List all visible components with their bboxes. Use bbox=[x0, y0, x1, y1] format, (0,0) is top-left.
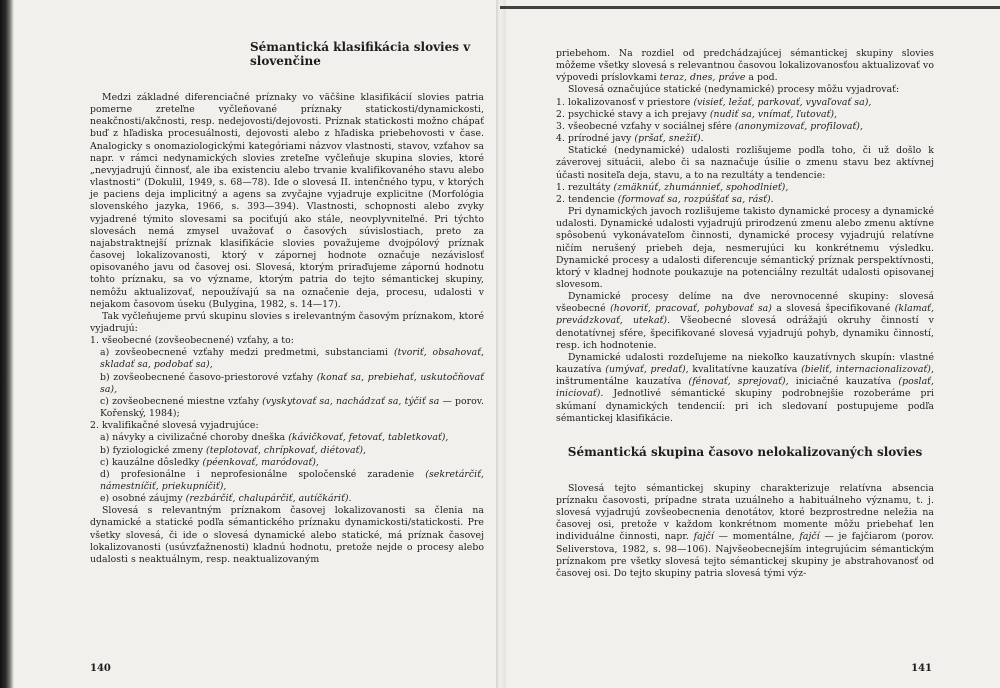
paragraph: Tak vyčleňujeme prvú skupinu slovies s irelevantným časovým príznakom, ktoré vyjadrujú: bbox=[90, 310, 484, 334]
right-body-text-2 bbox=[556, 483, 934, 580]
list-item: b) fyziologické zmeny (teplotovať, chrípkovať, diétovať), bbox=[100, 444, 367, 456]
list-item: b) zovšeobecnené časovo-priestorové vzťahy (konať sa, prebiehať, uskutočňovať sa), bbox=[100, 371, 484, 395]
paragraph: Medzi základné diferenciačné príznaky vo väčšine klasifikácií slovies patria pomerne zreteľne vyčleňované príznaky statickosti/dynamickosti, neakčnosti/akčnosti, resp. nedejovosti/dejovosti. Príznak statickosti možno chápať buď z hľadiska procesuálnosti, dejovosti alebo z hľadiska priebehovosti v čase. Analogicky s onomaziologickými kategóriami názvov vlastnosti, stavov, vzťahov sa napr. v rámci nedynamických slovies zreteľne vyčleňuje skupina slovies, ktoré „nevyjadrujú činnosť, ale iba existenciu alebo trvanie kvalifikovaného stavu alebo vlastnosti“ (Dokulil, 1949, s. 68—78). Ide o slovesá II. intenčného typu, v ktorých je paciens deja implicitný a agens sa zvyčajne vyjadruje explicitne (Morfológia slovenského jazyka, 1966, s. 393—394). Vlastnosti, schopnosti alebo zvyky vyjadrené týmito slovesami sa pociťujú ako stále, neovplyvniteľné. Pri týchto slovesách nemá zmysel uvažovať o časových súvislostiach, preto za najabstraktnejší príznak klasifikácie slovies považujeme dvojpólový príznak časovej lokalizovanosti, ktorý v zápornej hodnote označuje nezávislosť opisovaného javu od časovej osi. Slovesá, ktorým priraďujeme zápornú hodnotu tohto príznaku, sa vo význame, ktorým patria do tejto sémantickej skupiny, nemôžu aktualizovať, nepoužívajú sa na označenie deja, procesu, udalosti v nejakom časovom úseku (Bulygina, 1982, s. 14—17). bbox=[90, 92, 484, 310]
list-item: 1. rezultáty (zmäknúť, zhumánnieť, spohodlnieť), bbox=[556, 181, 789, 193]
page-top-edge bbox=[500, 6, 1000, 9]
chapter-heading: Sémantická klasifikácia slovies v slovenčine bbox=[250, 40, 471, 68]
list-item: d) profesionálne i neprofesionálne spoločenské zaradenie (sekretárčiť, námestníčiť, priekupníčiť), bbox=[100, 468, 484, 492]
page-number: 140 bbox=[90, 663, 111, 674]
section-heading: Sémantická skupina časovo nelokalizovaných slovies bbox=[567, 444, 923, 459]
scan-left-edge bbox=[0, 0, 14, 688]
list-item: e) osobné záujmy (rezbárčiť, chalupárčiť, autíčkáriť). bbox=[100, 493, 352, 505]
list-item: 2. tendencie (formovať sa, rozpúšťať sa, rásť). bbox=[556, 193, 774, 205]
right-page bbox=[500, 0, 1000, 688]
list-item: c) kauzálne dôsledky (péenkovať, maródovať), bbox=[100, 456, 319, 468]
list-item: 4. prírodné javy (pršať, snežiť). bbox=[556, 133, 704, 145]
paragraph: Slovesá označujúce statické (nedynamické) procesy môžu vyjadrovať: bbox=[568, 84, 900, 96]
paragraph: Slovesá s relevantným príznakom časovej lokalizovanosti sa členia na dynamické a statické podľa sémantického príznaku dynamickosti/statickosti. Pre všetky slovesá, či ide o slovesá dynamické alebo statické, má príznak časovej lokalizovanosti (usúvzťažnenosti) kladnú hodnotu, pretože nejde o procesy alebo udalosti s neaktuálnym, resp. neaktualizovaným bbox=[90, 505, 484, 565]
right-body-text bbox=[556, 48, 934, 425]
list-item: 1. lokalizovanosť v priestore (visieť, ležať, parkovať, vyvaľovať sa), bbox=[556, 96, 872, 108]
list-item: a) zovšeobecnené vzťahy medzi predmetmi, substanciami (tvoriť, obsahovať, skladať sa, podobať sa), bbox=[100, 347, 484, 371]
paragraph: Slovesá tejto sémantickej skupiny charakterizuje relatívna absencia príznaku časovosti, prípadne strata uzuálneho a habituálneho významu, t. j. slovesá vyjadrujú zovšeobecnenia denotátov, ktoré bezprostredne neležia na časovej osi, pretože v každom konkrétnom momente môžu priebehať len individuálne činnosti, napr. fajčí — momentálne, fajčí — je fajčiarom (porov. Seliverstova, 1982, s. 98—106). Najvšeobecnejším integrujúcim sémantickým príznakom pre všetky slovesá tejto sémantickej skupiny je abstrahovanosť od časovej osi. Do tejto skupiny patria slovesá tými výz- bbox=[556, 482, 935, 579]
book-gutter bbox=[496, 0, 506, 688]
left-body-text bbox=[90, 92, 484, 566]
paragraph: Pri dynamických javoch rozlišujeme takisto dynamické procesy a dynamické udalosti. Dynamické udalosti vyjadrujú prirodzenú zmenu alebo zmenu aktívne spôsobenú vykonávateľom činnosti, dynamické procesy vyjadrujú relatívne ničím nerušený priebeh deja, nesmerujúci ku konkrétnemu výsledku. Dynamické procesy a udalosti diferencuje sémantický príznak perspektívnosti, ktorý v kladnej hodnote poukazuje na potenciálny rezultát udalosti opisovanej slovesom. bbox=[556, 206, 934, 290]
list-item: c) zovšeobecnené miestne vzťahy (vyskytovať sa, nachádzať sa, týčiť sa — porov. Kořenský, 1984); bbox=[100, 395, 484, 420]
list-item: a) návyky a civilizačné choroby dneška (kávičkovať, fetovať, tabletkovať), bbox=[100, 432, 449, 444]
paragraph: Dynamické procesy delíme na dve nerovnocenné skupiny: slovesá všeobecné (hovoriť, pracovať, pohybovať sa) a slovesá špecifikované (klamať, prevádzkovať, utekať). Všeobecné slovesá odrážajú okruhy činností v denotatívnej sfére, špecifikované slovesá vyjadrujú pohyb, dynamiku činností, resp. ich hodnotenie. bbox=[556, 291, 934, 351]
list-item: 1. všeobecné (zovšeobecnené) vzťahy, a to: bbox=[90, 335, 294, 347]
paragraph: priebehom. Na rozdiel od predchádzajúcej sémantickej skupiny slovies môžeme všetky slovesá s relevantnou časovou lokalizovanosťou aktualizovať vo výpovedi príslovkami teraz, dnes, práve a pod. bbox=[556, 48, 934, 84]
list-item: 3. všeobecné vzťahy v sociálnej sfére (anonymizovať, profilovať), bbox=[556, 120, 863, 132]
page-number: 141 bbox=[911, 663, 932, 674]
list-item: 2. kvalifikačné slovesá vyjadrujúce: bbox=[90, 420, 259, 432]
paragraph: Dynamické udalosti rozdeľujeme na niekoľko kauzatívnych skupín: vlastné kauzatíva (umývať, predať), kvalitatívne kauzatíva (bieliť, internacionalizovať), inštrumentálne kauzatíva (fénovať, sprejovať), iniciačné kauzatíva (poslať, iniciovať). Jednotlivé sémantické skupiny podrobnejšie rozoberáme pri skúmaní dynamických tendencií: pri ich sledovaní postupujeme podľa sémantickej klasifikácie. bbox=[556, 351, 934, 424]
paragraph: Statické (nedynamické) udalosti rozlišujeme podľa toho, či už došlo k záverovej situácii, alebo či sa naznačuje úsilie o zmenu stavu bez aktívnej účasti nositeľa deja, stavu, a to na rezultáty a tendencie: bbox=[556, 145, 934, 181]
list-item: 2. psychické stavy a ich prejavy (nudiť sa, vnímať, ľutovať), bbox=[556, 108, 838, 120]
